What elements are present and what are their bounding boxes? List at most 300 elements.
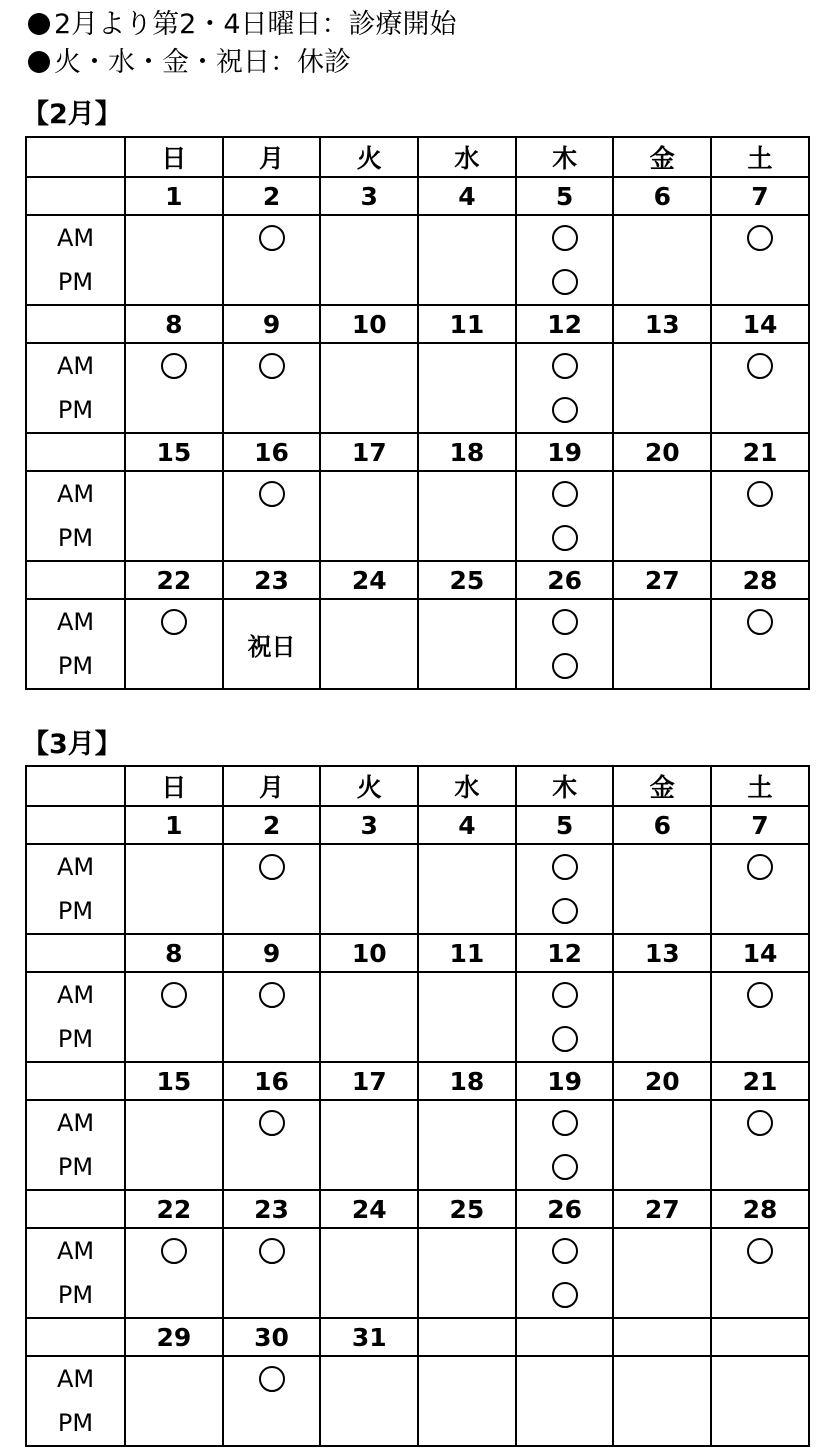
open-circle-icon — [552, 854, 578, 880]
date-row-label-cell — [26, 1318, 125, 1356]
date-cell: 24 — [320, 561, 418, 599]
slot-marks — [614, 216, 710, 304]
slot-marks — [614, 1229, 710, 1317]
am-slot — [259, 975, 285, 1015]
date-cell: 23 — [223, 1190, 321, 1228]
slot-marks — [321, 216, 417, 304]
date-cell: 25 — [418, 561, 516, 599]
slot-marks — [517, 973, 613, 1061]
am-slot — [552, 474, 578, 514]
slot-marks — [419, 973, 515, 1061]
open-circle-icon — [259, 1366, 285, 1392]
holiday-label: 祝日 — [247, 632, 296, 661]
date-cell: 15 — [125, 1062, 223, 1100]
slot-cell — [516, 343, 614, 433]
slot-marks — [321, 1101, 417, 1189]
slot-marks — [126, 1101, 222, 1189]
am-slot — [552, 975, 578, 1015]
slot-cell — [320, 343, 418, 433]
slot-cell — [320, 844, 418, 934]
weekday-header: 木 — [516, 766, 614, 806]
date-cell: 18 — [418, 433, 516, 471]
slot-cell — [711, 1356, 809, 1446]
pm-slot — [552, 1275, 578, 1315]
ampm-label-cell — [26, 844, 125, 934]
slot-cell — [516, 844, 614, 934]
slot-marks — [321, 472, 417, 560]
slot-cell — [320, 471, 418, 561]
notice-block — [28, 6, 457, 82]
am-label: AM — [56, 1237, 95, 1265]
slot-cell — [711, 844, 809, 934]
slot-cell — [320, 1100, 418, 1190]
slot-marks — [321, 973, 417, 1061]
slot-cell — [223, 343, 321, 433]
date-row-label-cell — [26, 934, 125, 972]
open-circle-icon — [259, 854, 285, 880]
slot-cell — [418, 599, 516, 689]
open-circle-icon — [259, 353, 285, 379]
slot-marks — [321, 600, 417, 688]
slot-marks — [419, 1101, 515, 1189]
slot-marks — [517, 845, 613, 933]
date-cell: 20 — [613, 433, 711, 471]
slot-cell — [223, 1228, 321, 1318]
date-row-label-cell — [26, 561, 125, 599]
am-slot — [161, 602, 187, 642]
ampm-label-cell — [26, 1356, 125, 1446]
open-circle-icon — [552, 481, 578, 507]
pm-label: PM — [57, 1281, 94, 1309]
ampm-label-cell — [26, 972, 125, 1062]
slot-marks — [614, 1101, 710, 1189]
ampm-label-cell — [26, 1228, 125, 1318]
slot-row — [26, 1356, 809, 1446]
slot-marks — [712, 1357, 808, 1445]
open-circle-icon — [552, 397, 578, 423]
month-label-feb: 【2月】 — [22, 99, 122, 130]
am-slot — [747, 847, 773, 887]
slot-cell — [223, 844, 321, 934]
date-cell: 9 — [223, 934, 321, 972]
slot-marks — [419, 1357, 515, 1445]
date-cell: 27 — [613, 1190, 711, 1228]
pm-label: PM — [57, 1025, 94, 1053]
date-row — [26, 806, 809, 844]
open-circle-icon — [552, 1238, 578, 1264]
open-circle-icon — [747, 1110, 773, 1136]
date-row-label-cell — [26, 433, 125, 471]
date-row — [26, 934, 809, 972]
pm-slot — [552, 1019, 578, 1059]
pm-slot — [552, 1147, 578, 1187]
slot-row — [26, 215, 809, 305]
slot-marks — [517, 600, 613, 688]
date-row-label-cell — [26, 305, 125, 343]
open-circle-icon — [747, 481, 773, 507]
pm-label: PM — [57, 1153, 94, 1181]
slot-cell — [125, 471, 223, 561]
slot-marks — [126, 1357, 222, 1445]
weekday-header: 土 — [711, 137, 809, 177]
open-circle-icon — [552, 525, 578, 551]
weekday-header: 木 — [516, 137, 614, 177]
slot-marks — [321, 1357, 417, 1445]
slot-cell — [613, 599, 711, 689]
open-circle-icon — [259, 1238, 285, 1264]
weekday-header-row — [26, 137, 809, 177]
pm-label: PM — [57, 396, 94, 424]
open-circle-icon — [552, 1282, 578, 1308]
am-label: AM — [56, 608, 95, 636]
slot-cell — [418, 343, 516, 433]
date-cell: 30 — [223, 1318, 321, 1356]
ampm-labels — [27, 472, 124, 560]
date-cell: 5 — [516, 806, 614, 844]
slot-cell — [125, 343, 223, 433]
corner-cell — [26, 766, 125, 806]
date-cell: 19 — [516, 1062, 614, 1100]
slot-row — [26, 844, 809, 934]
slot-marks — [517, 1101, 613, 1189]
slot-marks — [614, 344, 710, 432]
date-cell: 28 — [711, 1190, 809, 1228]
slot-marks — [712, 216, 808, 304]
weekday-header: 金 — [613, 766, 711, 806]
ampm-labels — [27, 216, 124, 304]
date-cell — [613, 1318, 711, 1356]
am-slot — [747, 1103, 773, 1143]
corner-cell — [26, 137, 125, 177]
date-cell: 5 — [516, 177, 614, 215]
slot-row — [26, 1100, 809, 1190]
pm-slot — [552, 646, 578, 686]
calendar-mar — [25, 765, 810, 1447]
slot-cell — [516, 1228, 614, 1318]
weekday-header-row — [26, 766, 809, 806]
date-row-label-cell — [26, 806, 125, 844]
slot-marks — [712, 344, 808, 432]
slot-marks — [712, 472, 808, 560]
bullet-icon — [28, 51, 50, 73]
date-cell: 29 — [125, 1318, 223, 1356]
slot-cell — [125, 1228, 223, 1318]
pm-slot — [552, 262, 578, 302]
slot-cell — [320, 1228, 418, 1318]
date-cell: 12 — [516, 305, 614, 343]
date-cell: 13 — [613, 305, 711, 343]
ampm-label-cell — [26, 215, 125, 305]
notice-line — [28, 44, 457, 82]
date-cell: 3 — [320, 177, 418, 215]
slot-cell — [125, 844, 223, 934]
date-cell: 22 — [125, 1190, 223, 1228]
weekday-header: 日 — [125, 766, 223, 806]
slot-marks — [419, 472, 515, 560]
slot-row — [26, 343, 809, 433]
slot-cell — [223, 972, 321, 1062]
slot-marks — [517, 344, 613, 432]
pm-slot — [552, 390, 578, 430]
slot-marks — [712, 1101, 808, 1189]
ampm-label-cell — [26, 343, 125, 433]
slot-row — [26, 1228, 809, 1318]
slot-cell — [613, 972, 711, 1062]
weekday-header: 火 — [320, 766, 418, 806]
slot-marks — [321, 845, 417, 933]
weekday-header: 月 — [223, 137, 321, 177]
pm-label: PM — [57, 268, 94, 296]
am-slot — [552, 847, 578, 887]
slot-marks — [126, 600, 222, 688]
am-label: AM — [56, 480, 95, 508]
slot-marks — [517, 1357, 613, 1445]
am-slot — [259, 346, 285, 386]
pm-label: PM — [57, 897, 94, 925]
slot-cell — [418, 471, 516, 561]
slot-marks — [126, 344, 222, 432]
weekday-header: 水 — [418, 766, 516, 806]
slot-cell — [516, 972, 614, 1062]
pm-label: PM — [57, 524, 94, 552]
open-circle-icon — [747, 609, 773, 635]
slot-cell — [223, 1356, 321, 1446]
open-circle-icon — [259, 982, 285, 1008]
date-cell: 26 — [516, 561, 614, 599]
slot-marks — [126, 973, 222, 1061]
slot-cell — [320, 972, 418, 1062]
am-slot — [161, 1231, 187, 1271]
slot-marks — [224, 1229, 320, 1317]
am-slot — [259, 474, 285, 514]
date-row — [26, 305, 809, 343]
slot-marks — [419, 344, 515, 432]
date-cell: 31 — [320, 1318, 418, 1356]
slot-cell — [613, 343, 711, 433]
date-cell: 7 — [711, 177, 809, 215]
open-circle-icon — [552, 1110, 578, 1136]
am-slot — [259, 847, 285, 887]
slot-cell — [711, 343, 809, 433]
open-circle-icon — [552, 609, 578, 635]
date-cell: 19 — [516, 433, 614, 471]
slot-marks — [321, 344, 417, 432]
slot-cell — [711, 215, 809, 305]
date-cell: 6 — [613, 806, 711, 844]
slot-marks — [517, 1229, 613, 1317]
ampm-labels — [27, 1229, 124, 1317]
slot-marks — [614, 845, 710, 933]
date-cell: 10 — [320, 305, 418, 343]
ampm-label-cell — [26, 599, 125, 689]
slot-cell — [418, 215, 516, 305]
slot-marks — [126, 1229, 222, 1317]
weekday-header: 土 — [711, 766, 809, 806]
date-cell: 28 — [711, 561, 809, 599]
slot-row — [26, 972, 809, 1062]
slot-cell — [223, 215, 321, 305]
notice-line — [28, 6, 457, 44]
open-circle-icon — [552, 653, 578, 679]
slot-cell — [418, 1228, 516, 1318]
date-cell: 27 — [613, 561, 711, 599]
open-circle-icon — [747, 854, 773, 880]
slot-marks — [224, 344, 320, 432]
am-slot — [259, 1103, 285, 1143]
open-circle-icon — [552, 353, 578, 379]
slot-cell — [223, 1100, 321, 1190]
pm-slot — [552, 891, 578, 931]
am-slot — [552, 218, 578, 258]
open-circle-icon — [747, 982, 773, 1008]
date-cell: 1 — [125, 806, 223, 844]
date-row — [26, 1190, 809, 1228]
slot-marks — [126, 216, 222, 304]
date-cell: 14 — [711, 934, 809, 972]
slot-cell — [125, 1356, 223, 1446]
slot-marks — [224, 472, 320, 560]
weekday-header: 月 — [223, 766, 321, 806]
am-slot — [747, 975, 773, 1015]
am-label: AM — [56, 352, 95, 380]
open-circle-icon — [552, 1154, 578, 1180]
weekday-header: 水 — [418, 137, 516, 177]
date-cell: 12 — [516, 934, 614, 972]
date-cell: 2 — [223, 806, 321, 844]
date-cell — [516, 1318, 614, 1356]
date-cell: 2 — [223, 177, 321, 215]
date-cell: 11 — [418, 934, 516, 972]
date-cell: 1 — [125, 177, 223, 215]
slot-marks — [224, 1101, 320, 1189]
slot-cell — [418, 844, 516, 934]
slot-marks — [419, 845, 515, 933]
am-slot — [747, 346, 773, 386]
open-circle-icon — [552, 225, 578, 251]
date-cell: 20 — [613, 1062, 711, 1100]
slot-marks — [712, 600, 808, 688]
pm-label: PM — [57, 1409, 94, 1437]
date-cell: 21 — [711, 433, 809, 471]
date-cell: 9 — [223, 305, 321, 343]
slot-cell — [613, 471, 711, 561]
am-slot — [161, 975, 187, 1015]
date-row — [26, 433, 809, 471]
slot-marks — [321, 1229, 417, 1317]
pm-label: PM — [57, 652, 94, 680]
date-cell: 25 — [418, 1190, 516, 1228]
open-circle-icon — [161, 1238, 187, 1264]
slot-cell — [223, 599, 321, 689]
slot-cell — [613, 844, 711, 934]
date-cell: 13 — [613, 934, 711, 972]
slot-cell — [613, 1228, 711, 1318]
ampm-labels — [27, 845, 124, 933]
slot-marks — [712, 1229, 808, 1317]
date-cell: 22 — [125, 561, 223, 599]
slot-cell — [516, 1356, 614, 1446]
slot-cell — [711, 471, 809, 561]
date-cell: 16 — [223, 1062, 321, 1100]
slot-marks — [517, 472, 613, 560]
date-cell — [418, 1318, 516, 1356]
am-slot — [747, 1231, 773, 1271]
slot-marks — [712, 845, 808, 933]
ampm-labels — [27, 1101, 124, 1189]
date-cell: 14 — [711, 305, 809, 343]
slot-cell — [613, 1100, 711, 1190]
month-label-mar: 【3月】 — [22, 729, 122, 760]
calendar-feb — [25, 136, 810, 690]
slot-marks — [126, 472, 222, 560]
am-slot — [259, 218, 285, 258]
slot-cell — [320, 215, 418, 305]
slot-cell — [223, 471, 321, 561]
open-circle-icon — [161, 982, 187, 1008]
am-slot — [552, 1103, 578, 1143]
ampm-labels — [27, 600, 124, 688]
slot-cell — [711, 1228, 809, 1318]
am-label: AM — [56, 853, 95, 881]
weekday-header: 火 — [320, 137, 418, 177]
open-circle-icon — [259, 225, 285, 251]
date-cell: 11 — [418, 305, 516, 343]
am-slot — [552, 1231, 578, 1271]
date-cell: 17 — [320, 1062, 418, 1100]
slot-cell — [711, 972, 809, 1062]
date-row-label-cell — [26, 1062, 125, 1100]
date-cell: 4 — [418, 806, 516, 844]
open-circle-icon — [161, 353, 187, 379]
slot-marks — [614, 472, 710, 560]
date-cell — [711, 1318, 809, 1356]
notice-text: 2月より第2・4日曜日：診療開始 — [54, 9, 457, 40]
slot-cell — [320, 599, 418, 689]
am-slot — [259, 1359, 285, 1399]
slot-row — [26, 471, 809, 561]
ampm-labels — [27, 344, 124, 432]
slot-marks — [224, 216, 320, 304]
ampm-label-cell — [26, 1100, 125, 1190]
am-slot — [259, 1231, 285, 1271]
open-circle-icon — [552, 898, 578, 924]
slot-marks — [419, 600, 515, 688]
date-cell: 24 — [320, 1190, 418, 1228]
slot-marks — [224, 973, 320, 1061]
ampm-label-cell — [26, 471, 125, 561]
am-slot — [747, 218, 773, 258]
slot-cell — [125, 599, 223, 689]
slot-cell — [516, 1100, 614, 1190]
slot-marks — [614, 1357, 710, 1445]
slot-marks — [517, 216, 613, 304]
open-circle-icon — [552, 269, 578, 295]
open-circle-icon — [161, 609, 187, 635]
date-cell: 3 — [320, 806, 418, 844]
date-row-label-cell — [26, 177, 125, 215]
slot-marks — [614, 600, 710, 688]
date-cell: 8 — [125, 934, 223, 972]
open-circle-icon — [747, 1238, 773, 1264]
slot-cell — [711, 1100, 809, 1190]
date-cell: 4 — [418, 177, 516, 215]
slot-cell — [320, 1356, 418, 1446]
date-cell: 21 — [711, 1062, 809, 1100]
open-circle-icon — [259, 1110, 285, 1136]
open-circle-icon — [747, 225, 773, 251]
slot-marks — [419, 216, 515, 304]
ampm-labels — [27, 1357, 124, 1445]
